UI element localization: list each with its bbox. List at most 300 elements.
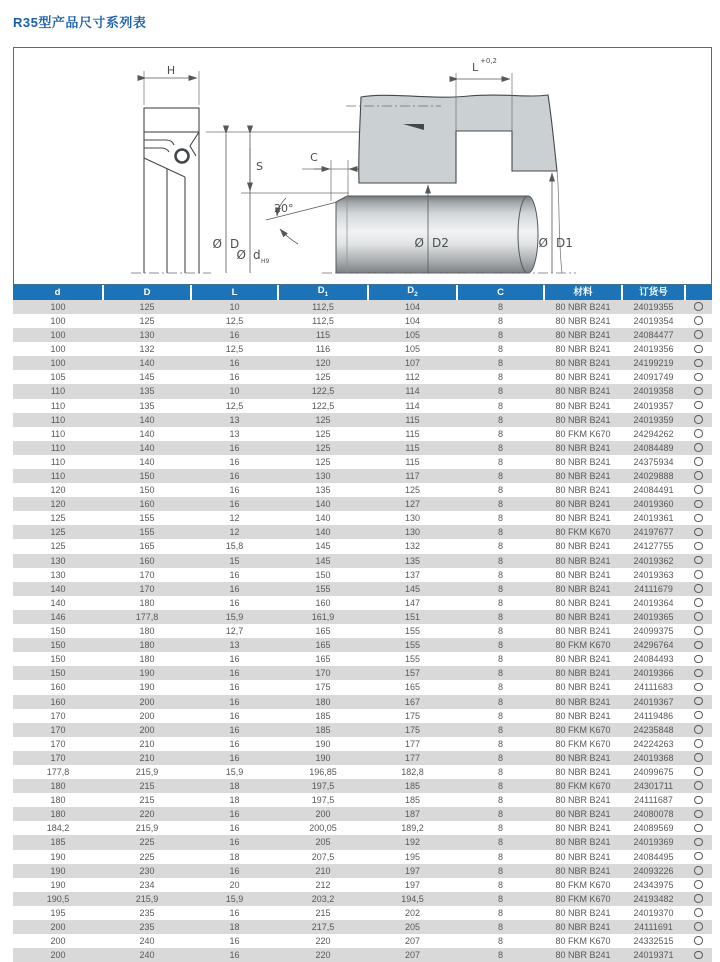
table-cell: 146 xyxy=(13,610,103,624)
dim-label-L: L xyxy=(472,61,479,74)
table-cell-marker xyxy=(685,737,712,751)
table-cell: 8 xyxy=(457,455,544,469)
table-cell: 215 xyxy=(103,793,191,807)
availability-circle-icon xyxy=(694,373,703,382)
table-cell: 225 xyxy=(103,835,191,849)
table-cell: 24127755 xyxy=(622,539,685,553)
table-cell: 190 xyxy=(13,864,103,878)
table-cell: 80 FKM K670 xyxy=(544,525,622,539)
technical-drawing-panel xyxy=(13,47,712,285)
table-cell: 80 NBR B241 xyxy=(544,807,622,821)
table-cell: 116 xyxy=(278,342,368,356)
table-cell: 200 xyxy=(13,934,103,948)
table-cell: 16 xyxy=(191,483,278,497)
table-cell: 150 xyxy=(278,568,368,582)
table-cell: 8 xyxy=(457,906,544,920)
table-cell: 225 xyxy=(103,850,191,864)
table-cell: 145 xyxy=(278,539,368,553)
table-row xyxy=(13,906,712,920)
header-cell-d: d xyxy=(13,285,103,300)
table-cell-marker xyxy=(685,554,712,568)
table-cell: 20 xyxy=(191,878,278,892)
table-cell: 8 xyxy=(457,934,544,948)
table-cell: 18 xyxy=(191,793,278,807)
table-cell: 8 xyxy=(457,948,544,962)
table-row xyxy=(13,300,712,314)
availability-circle-icon xyxy=(694,810,703,819)
table-cell: 147 xyxy=(368,596,457,610)
availability-circle-icon xyxy=(694,330,703,339)
table-cell: 15,9 xyxy=(191,892,278,906)
dia-D2-label: D2 xyxy=(432,236,449,250)
table-cell: 8 xyxy=(457,779,544,793)
table-cell: 24111691 xyxy=(622,920,685,934)
table-cell: 125 xyxy=(278,427,368,441)
table-cell: 177 xyxy=(368,737,457,751)
table-cell: 100 xyxy=(13,342,103,356)
table-cell: 125 xyxy=(13,539,103,553)
table-cell: 80 NBR B241 xyxy=(544,328,622,342)
table-cell: 190 xyxy=(278,751,368,765)
table-cell: 8 xyxy=(457,878,544,892)
table-cell: 80 NBR B241 xyxy=(544,906,622,920)
table-cell: 80 NBR B241 xyxy=(544,666,622,680)
table-cell: 110 xyxy=(13,469,103,483)
table-cell: 8 xyxy=(457,835,544,849)
table-cell: 130 xyxy=(13,568,103,582)
table-cell-marker xyxy=(685,666,712,680)
table-cell: 16 xyxy=(191,751,278,765)
table-cell: 197 xyxy=(368,878,457,892)
table-cell: 185 xyxy=(368,779,457,793)
angle-label: 20° xyxy=(274,202,294,215)
table-cell: 8 xyxy=(457,723,544,737)
table-cell: 24080078 xyxy=(622,807,685,821)
table-cell: 24019357 xyxy=(622,399,685,413)
table-cell: 16 xyxy=(191,723,278,737)
table-cell-marker xyxy=(685,370,712,384)
table-cell-marker xyxy=(685,497,712,511)
table-cell: 100 xyxy=(13,328,103,342)
table-cell: 140 xyxy=(103,356,191,370)
table-row xyxy=(13,610,712,624)
availability-circle-icon xyxy=(694,457,703,466)
availability-circle-icon xyxy=(694,796,703,805)
table-cell: 105 xyxy=(368,328,457,342)
table-cell: 24084477 xyxy=(622,328,685,342)
table-row xyxy=(13,328,712,342)
table-cell-marker xyxy=(685,511,712,525)
table-cell: 122,5 xyxy=(278,384,368,398)
table-cell: 80 FKM K670 xyxy=(544,737,622,751)
table-row xyxy=(13,850,712,864)
table-cell-marker xyxy=(685,680,712,694)
table-cell-marker xyxy=(685,864,712,878)
table-cell: 8 xyxy=(457,441,544,455)
table-cell: 160 xyxy=(13,695,103,709)
table-cell: 155 xyxy=(103,525,191,539)
table-cell: 80 NBR B241 xyxy=(544,384,622,398)
table-cell: 180 xyxy=(103,596,191,610)
table-cell: 185 xyxy=(13,835,103,849)
table-row xyxy=(13,356,712,370)
availability-circle-icon xyxy=(694,936,703,945)
dia-D-label: D xyxy=(230,237,240,251)
table-cell: 132 xyxy=(103,342,191,356)
table-cell: 8 xyxy=(457,356,544,370)
table-cell: 170 xyxy=(103,582,191,596)
table-cell: 196,85 xyxy=(278,765,368,779)
table-cell-marker xyxy=(685,793,712,807)
table-row xyxy=(13,568,712,582)
availability-circle-icon xyxy=(694,908,703,917)
availability-circle-icon xyxy=(694,316,703,325)
table-cell: 125 xyxy=(13,511,103,525)
table-cell: 8 xyxy=(457,342,544,356)
table-cell: 195 xyxy=(13,906,103,920)
table-cell: 13 xyxy=(191,413,278,427)
table-cell: 80 NBR B241 xyxy=(544,300,622,314)
availability-circle-icon xyxy=(694,485,703,494)
table-cell: 8 xyxy=(457,413,544,427)
table-cell: 8 xyxy=(457,850,544,864)
table-cell: 220 xyxy=(103,807,191,821)
table-cell: 217,5 xyxy=(278,920,368,934)
table-cell: 8 xyxy=(457,610,544,624)
table-cell: 80 NBR B241 xyxy=(544,455,622,469)
table-cell: 175 xyxy=(278,680,368,694)
table-cell: 80 FKM K670 xyxy=(544,878,622,892)
table-cell: 100 xyxy=(13,356,103,370)
table-cell: 125 xyxy=(278,370,368,384)
table-row xyxy=(13,539,712,553)
table-cell: 200 xyxy=(103,709,191,723)
table-cell: 112,5 xyxy=(278,300,368,314)
table-cell: 80 NBR B241 xyxy=(544,680,622,694)
table-cell: 18 xyxy=(191,850,278,864)
table-cell: 80 NBR B241 xyxy=(544,370,622,384)
availability-circle-icon xyxy=(694,781,703,790)
availability-circle-icon xyxy=(694,542,703,551)
table-cell: 105 xyxy=(13,370,103,384)
break-line xyxy=(557,171,562,273)
table-cell: 180 xyxy=(103,624,191,638)
table-cell: 80 NBR B241 xyxy=(544,413,622,427)
table-cell: 182,8 xyxy=(368,765,457,779)
availability-circle-icon xyxy=(694,359,703,368)
table-cell: 80 NBR B241 xyxy=(544,314,622,328)
header-cell-订货号: 订货号 xyxy=(622,285,685,300)
table-cell: 160 xyxy=(13,680,103,694)
table-cell: 177,8 xyxy=(13,765,103,779)
table-cell: 16 xyxy=(191,737,278,751)
table-cell: 24199219 xyxy=(622,356,685,370)
table-cell: 130 xyxy=(103,328,191,342)
table-cell: 155 xyxy=(368,652,457,666)
table-row xyxy=(13,455,712,469)
availability-circle-icon xyxy=(694,922,703,931)
table-cell: 215,9 xyxy=(103,821,191,835)
table-row xyxy=(13,511,712,525)
table-cell: 115 xyxy=(368,427,457,441)
table-cell: 16 xyxy=(191,568,278,582)
availability-circle-icon xyxy=(694,401,703,410)
table-cell: 8 xyxy=(457,709,544,723)
table-cell-marker xyxy=(685,328,712,342)
table-cell: 125 xyxy=(278,441,368,455)
table-cell: 16 xyxy=(191,356,278,370)
table-cell: 215,9 xyxy=(103,765,191,779)
table-row xyxy=(13,934,712,948)
table-cell-marker xyxy=(685,356,712,370)
table-row xyxy=(13,920,712,934)
table-cell: 16 xyxy=(191,906,278,920)
table-cell: 24294262 xyxy=(622,427,685,441)
table-cell: 140 xyxy=(278,511,368,525)
table-cell: 185 xyxy=(368,793,457,807)
table-cell: 150 xyxy=(13,638,103,652)
table-cell: 125 xyxy=(103,300,191,314)
table-cell: 80 FKM K670 xyxy=(544,427,622,441)
table-cell: 24019363 xyxy=(622,568,685,582)
table-cell: 80 NBR B241 xyxy=(544,356,622,370)
table-cell: 175 xyxy=(368,709,457,723)
table-cell: 16 xyxy=(191,934,278,948)
table-cell: 12,5 xyxy=(191,399,278,413)
housing-section xyxy=(359,95,557,183)
table-cell: 8 xyxy=(457,737,544,751)
availability-circle-icon xyxy=(694,443,703,452)
table-cell: 80 NBR B241 xyxy=(544,709,622,723)
table-row xyxy=(13,652,712,666)
table-cell: 145 xyxy=(103,370,191,384)
table-cell: 80 FKM K670 xyxy=(544,892,622,906)
availability-circle-icon xyxy=(694,556,703,565)
table-cell: 24019361 xyxy=(622,511,685,525)
table-cell: 16 xyxy=(191,864,278,878)
table-cell: 24084489 xyxy=(622,441,685,455)
table-cell: 210 xyxy=(103,737,191,751)
table-cell: 104 xyxy=(368,314,457,328)
table-cell: 165 xyxy=(368,680,457,694)
table-cell: 230 xyxy=(103,864,191,878)
table-cell: 170 xyxy=(13,723,103,737)
table-cell: 207,5 xyxy=(278,850,368,864)
table-cell: 115 xyxy=(278,328,368,342)
table-cell: 140 xyxy=(103,441,191,455)
table-cell: 194,5 xyxy=(368,892,457,906)
table-cell: 140 xyxy=(103,413,191,427)
table-cell: 187 xyxy=(368,807,457,821)
table-cell: 207 xyxy=(368,934,457,948)
table-cell: 215 xyxy=(103,779,191,793)
table-cell: 80 NBR B241 xyxy=(544,751,622,765)
table-cell: 8 xyxy=(457,864,544,878)
table-header xyxy=(13,285,712,300)
availability-circle-icon xyxy=(694,767,703,776)
table-cell: 24089569 xyxy=(622,821,685,835)
table-cell: 114 xyxy=(368,384,457,398)
table-cell: 132 xyxy=(368,539,457,553)
table-row xyxy=(13,483,712,497)
availability-circle-icon xyxy=(694,753,703,762)
table-cell: 127 xyxy=(368,497,457,511)
table-row xyxy=(13,666,712,680)
table-cell: 151 xyxy=(368,610,457,624)
table-cell: 80 FKM K670 xyxy=(544,779,622,793)
table-cell: 8 xyxy=(457,807,544,821)
table-cell: 8 xyxy=(457,652,544,666)
availability-circle-icon xyxy=(694,514,703,523)
table-cell-marker xyxy=(685,821,712,835)
table-cell: 24019369 xyxy=(622,835,685,849)
table-cell-marker xyxy=(685,765,712,779)
table-cell-marker xyxy=(685,596,712,610)
table-cell: 16 xyxy=(191,680,278,694)
table-cell: 110 xyxy=(13,399,103,413)
table-cell: 135 xyxy=(278,483,368,497)
table-cell-marker xyxy=(685,384,712,398)
table-cell: 8 xyxy=(457,568,544,582)
availability-circle-icon xyxy=(694,387,703,396)
table-row xyxy=(13,638,712,652)
table-cell: 8 xyxy=(457,469,544,483)
table-cell-marker xyxy=(685,906,712,920)
header-cell-D: $D_2$ xyxy=(368,285,457,300)
table-cell: 24111683 xyxy=(622,680,685,694)
dia-d-label: d xyxy=(253,248,261,262)
table-cell: 16 xyxy=(191,328,278,342)
table-cell: 8 xyxy=(457,582,544,596)
table-cell: 210 xyxy=(103,751,191,765)
availability-circle-icon xyxy=(694,852,703,861)
table-cell: 215,9 xyxy=(103,892,191,906)
table-cell: 13 xyxy=(191,638,278,652)
table-cell: 24193482 xyxy=(622,892,685,906)
table-cell: 16 xyxy=(191,695,278,709)
table-cell: 8 xyxy=(457,483,544,497)
availability-circle-icon xyxy=(694,641,703,650)
technical-drawing xyxy=(14,48,711,284)
table-cell: 8 xyxy=(457,384,544,398)
table-cell-marker xyxy=(685,850,712,864)
table-row xyxy=(13,878,712,892)
dim-label-C: C xyxy=(310,151,318,164)
table-cell: 200 xyxy=(103,723,191,737)
table-row xyxy=(13,835,712,849)
table-cell: 190 xyxy=(13,850,103,864)
table-cell: 130 xyxy=(278,469,368,483)
table-cell: 104 xyxy=(368,300,457,314)
table-cell: 80 FKM K670 xyxy=(544,723,622,737)
header-cell-C: C xyxy=(457,285,544,300)
table-cell-marker xyxy=(685,723,712,737)
table-cell: 150 xyxy=(103,483,191,497)
table-cell: 197,5 xyxy=(278,779,368,793)
table-cell: 200,05 xyxy=(278,821,368,835)
table-cell: 80 FKM K670 xyxy=(544,638,622,652)
table-cell: 122,5 xyxy=(278,399,368,413)
table-cell: 8 xyxy=(457,821,544,835)
table-cell: 112,5 xyxy=(278,314,368,328)
table-cell: 165 xyxy=(103,539,191,553)
table-cell: 16 xyxy=(191,370,278,384)
table-cell-marker xyxy=(685,483,712,497)
table-row xyxy=(13,807,712,821)
table-cell: 24084495 xyxy=(622,850,685,864)
table-cell: 125 xyxy=(278,413,368,427)
table-cell: 13 xyxy=(191,427,278,441)
table-cell: 8 xyxy=(457,638,544,652)
table-cell: 16 xyxy=(191,582,278,596)
table-cell-marker xyxy=(685,441,712,455)
table-cell: 125 xyxy=(13,525,103,539)
table-cell: 8 xyxy=(457,695,544,709)
table-cell: 150 xyxy=(13,652,103,666)
table-cell: 205 xyxy=(278,835,368,849)
table-cell: 110 xyxy=(13,441,103,455)
table-cell: 120 xyxy=(13,483,103,497)
table-cell: 190 xyxy=(13,878,103,892)
table-cell: 180 xyxy=(103,638,191,652)
table-cell: 130 xyxy=(13,554,103,568)
table-cell: 135 xyxy=(103,384,191,398)
table-cell: 80 NBR B241 xyxy=(544,864,622,878)
table-cell: 160 xyxy=(103,497,191,511)
table-cell: 110 xyxy=(13,455,103,469)
table-cell: 115 xyxy=(368,455,457,469)
table-cell: 8 xyxy=(457,680,544,694)
table-cell: 180 xyxy=(13,793,103,807)
availability-circle-icon xyxy=(694,697,703,706)
table-cell: 24084493 xyxy=(622,652,685,666)
table-row xyxy=(13,680,712,694)
seal-cap xyxy=(144,108,199,132)
table-cell: 203,2 xyxy=(278,892,368,906)
table-cell: 80 NBR B241 xyxy=(544,652,622,666)
table-cell: 80 NBR B241 xyxy=(544,511,622,525)
dia-d-tolerance: H9 xyxy=(261,258,270,265)
table-row xyxy=(13,793,712,807)
table-cell: 140 xyxy=(278,497,368,511)
table-cell: 24093226 xyxy=(622,864,685,878)
table-cell-marker xyxy=(685,751,712,765)
table-cell: 157 xyxy=(368,666,457,680)
table-cell: 24235848 xyxy=(622,723,685,737)
table-cell: 120 xyxy=(278,356,368,370)
table-cell: 8 xyxy=(457,539,544,553)
table-cell: 220 xyxy=(278,948,368,962)
dim-label-H: H xyxy=(166,64,176,77)
table-cell: 220 xyxy=(278,934,368,948)
table-cell: 207 xyxy=(368,948,457,962)
dia-d-prefix: Ø xyxy=(236,248,246,262)
dia-D1-label: D1 xyxy=(556,236,573,250)
table-cell-marker xyxy=(685,568,712,582)
table-cell: 105 xyxy=(368,342,457,356)
table-cell: 185 xyxy=(278,723,368,737)
table-cell: 170 xyxy=(13,751,103,765)
table-cell: 24301711 xyxy=(622,779,685,793)
availability-circle-icon xyxy=(694,528,703,537)
availability-circle-icon xyxy=(694,415,703,424)
table-cell: 80 NBR B241 xyxy=(544,497,622,511)
table-cell: 24019360 xyxy=(622,497,685,511)
table-cell: 24019355 xyxy=(622,300,685,314)
table-row xyxy=(13,525,712,539)
table-cell: 8 xyxy=(457,793,544,807)
table-row xyxy=(13,497,712,511)
